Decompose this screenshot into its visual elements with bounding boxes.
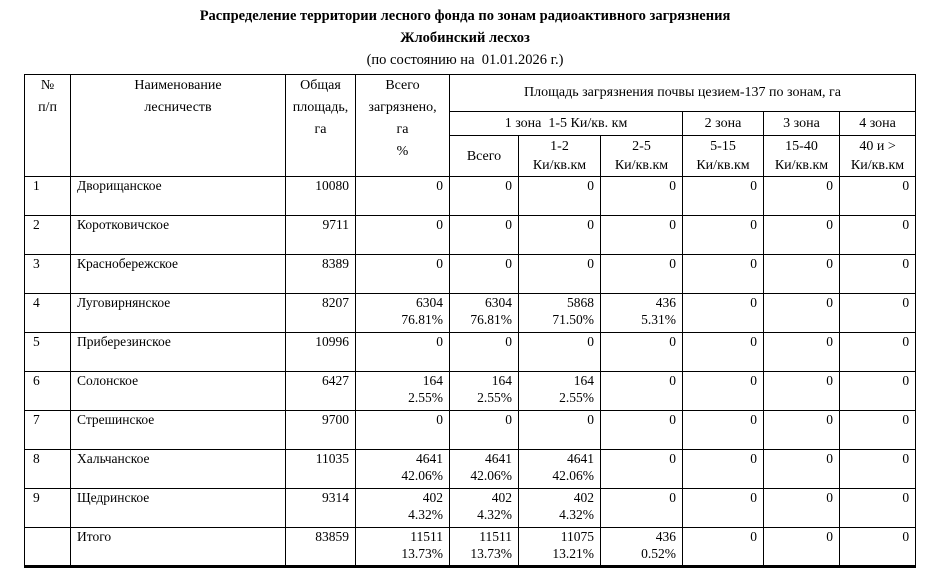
col-header-total-contaminated-line: га xyxy=(396,122,409,137)
zone-value: 0 xyxy=(902,490,910,505)
col-header-zone-2: 2 зона xyxy=(683,112,764,136)
zone-value-cell xyxy=(764,372,840,411)
zone-value: 0 xyxy=(826,490,833,505)
total-area-cell: 8207 xyxy=(286,294,356,333)
zone-value-cell xyxy=(519,411,601,450)
table-row xyxy=(25,450,916,489)
zone-value-cell xyxy=(683,216,764,255)
zone-value: 6304 xyxy=(485,295,512,310)
forestry-name-cell: Дворищанское xyxy=(71,177,286,216)
zone-value: 0 xyxy=(826,256,833,271)
col-header-total-area xyxy=(286,75,356,177)
col-subheader-line: 2-5 xyxy=(632,139,651,154)
zone-value: 0 xyxy=(505,178,512,193)
zone-value: 164 xyxy=(491,373,512,388)
zone-value: 0 xyxy=(436,334,443,349)
table-row xyxy=(25,411,916,450)
zone-value-cell xyxy=(450,255,519,294)
table-row xyxy=(25,177,916,216)
zone-value-cell xyxy=(519,333,601,372)
zone-value-cell xyxy=(683,489,764,528)
row-number-cell: 3 xyxy=(25,255,71,294)
zone-value-cell xyxy=(683,411,764,450)
zone-percent: 2.55% xyxy=(408,390,443,405)
zone-value: 0 xyxy=(902,256,910,271)
zone-value-cell xyxy=(519,372,601,411)
zone-value-cell xyxy=(601,333,683,372)
zone-value-cell xyxy=(356,450,450,489)
zone-percent: 2.55% xyxy=(559,390,594,405)
col-subheader-0 xyxy=(450,136,519,177)
zone-value: 0 xyxy=(902,529,910,544)
zone-value-cell xyxy=(764,411,840,450)
total-area-cell: 10080 xyxy=(286,177,356,216)
zone-value: 5868 xyxy=(567,295,594,310)
row-number-cell: 7 xyxy=(25,411,71,450)
report-subtitle: Жлобинский лесхоз xyxy=(400,30,530,46)
zone-value-cell xyxy=(601,216,683,255)
zone-value: 0 xyxy=(826,334,833,349)
forestry-name-cell: Краснобережское xyxy=(71,255,286,294)
zone-value: 0 xyxy=(750,451,757,466)
col-subheader-5 xyxy=(840,136,916,177)
header-row-1 xyxy=(25,75,916,112)
row-number-cell: 5 xyxy=(25,333,71,372)
col-header-total-area-line: га xyxy=(314,122,327,137)
total-area-cell: 9711 xyxy=(286,216,356,255)
col-subheader-line: Всего xyxy=(466,148,502,164)
zone-value: 0 xyxy=(669,451,676,466)
zone-value: 164 xyxy=(422,373,443,388)
zone-percent: 4.32% xyxy=(477,507,512,522)
zone-value: 0 xyxy=(669,412,676,427)
zone-value: 0 xyxy=(587,412,594,427)
zone-percent: 0.52% xyxy=(641,546,676,561)
zone-value: 0 xyxy=(669,256,676,271)
zone-value-cell xyxy=(356,294,450,333)
zone-value-cell xyxy=(519,450,601,489)
row-number-cell: 8 xyxy=(25,450,71,489)
zone-percent: 13.21% xyxy=(552,546,594,561)
zone-value-cell xyxy=(450,411,519,450)
zone-value: 0 xyxy=(750,490,757,505)
zone-percent: 76.81% xyxy=(401,312,443,327)
col-header-total-contaminated xyxy=(356,75,450,177)
zone-value: 0 xyxy=(750,529,757,544)
total-area-cell: 6427 xyxy=(286,372,356,411)
total-area-cell: 9700 xyxy=(286,411,356,450)
zone-value: 0 xyxy=(750,334,757,349)
forestry-name-cell: Коротковичское xyxy=(71,216,286,255)
zone-value: 0 xyxy=(902,451,910,466)
col-header-total-contaminated-line: Всего xyxy=(385,78,420,93)
zone-value: 0 xyxy=(750,295,757,310)
zone-value: 0 xyxy=(436,412,443,427)
table-row xyxy=(25,216,916,255)
forestry-name-cell: Итого xyxy=(71,528,286,567)
zone-value-cell xyxy=(840,255,916,294)
zone-value-cell xyxy=(683,372,764,411)
zone-value: 0 xyxy=(826,412,833,427)
zone-value-cell xyxy=(450,294,519,333)
zone-value-cell xyxy=(764,255,840,294)
zone-value-cell xyxy=(356,177,450,216)
col-subheader-line: Ки/кв.км xyxy=(774,158,829,173)
zone-value: 0 xyxy=(505,256,512,271)
col-header-total-area-line: площадь, xyxy=(292,100,349,115)
zone-value-cell xyxy=(601,255,683,294)
zone-value: 0 xyxy=(902,178,910,193)
zone-value-cell xyxy=(450,372,519,411)
zone-value: 0 xyxy=(587,256,594,271)
zone-percent: 13.73% xyxy=(401,546,443,561)
zone-value-cell xyxy=(601,177,683,216)
zone-value: 436 xyxy=(655,295,676,310)
col-header-total-contaminated-line: % xyxy=(396,144,409,159)
zone-value-cell xyxy=(764,489,840,528)
zone-value-cell xyxy=(840,528,916,567)
row-number-cell: 2 xyxy=(25,216,71,255)
forestry-name-cell: Хальчанское xyxy=(71,450,286,489)
table-row xyxy=(25,333,916,372)
zone-value: 0 xyxy=(826,178,833,193)
zone-value-cell xyxy=(683,255,764,294)
zone-percent: 5.31% xyxy=(641,312,676,327)
zone-value-cell xyxy=(840,411,916,450)
zone-value-cell xyxy=(601,411,683,450)
col-subheader-line: Ки/кв.км xyxy=(532,158,587,173)
zone-value-cell xyxy=(519,528,601,567)
zone-percent: 13.73% xyxy=(470,546,512,561)
report-header xyxy=(0,0,930,71)
contamination-table xyxy=(24,74,916,568)
zone-value-cell xyxy=(840,450,916,489)
forestry-name-cell: Солонское xyxy=(71,372,286,411)
table-header xyxy=(25,75,916,177)
col-subheader-1 xyxy=(519,136,601,177)
zone-value-cell xyxy=(840,216,916,255)
row-number-cell: 4 xyxy=(25,294,71,333)
zone-value-cell xyxy=(601,489,683,528)
zone-value: 0 xyxy=(587,178,594,193)
zone-value-cell xyxy=(519,177,601,216)
forestry-name-cell: Приберезинское xyxy=(71,333,286,372)
zone-value: 0 xyxy=(750,217,757,232)
zone-value: 11511 xyxy=(410,529,443,544)
zone-value-cell xyxy=(356,255,450,294)
zone-value-cell xyxy=(519,489,601,528)
zone-value-cell xyxy=(683,528,764,567)
col-header-total-area-line: Общая xyxy=(300,78,341,93)
table-row xyxy=(25,294,916,333)
zone-value-cell xyxy=(840,177,916,216)
col-subheader-line: 5-15 xyxy=(710,139,736,154)
forestry-name-cell: Луговирнянское xyxy=(71,294,286,333)
col-header-zone-4: 4 зона xyxy=(840,112,916,136)
zone-value: 0 xyxy=(826,451,833,466)
zone-value-cell xyxy=(764,450,840,489)
zone-percent: 2.55% xyxy=(477,390,512,405)
zone-value-cell xyxy=(764,216,840,255)
zone-value-cell xyxy=(450,177,519,216)
zone-value: 0 xyxy=(669,373,676,388)
zone-value: 402 xyxy=(491,490,512,505)
zone-value: 0 xyxy=(902,334,910,349)
zone-value: 0 xyxy=(750,178,757,193)
zone-percent: 42.06% xyxy=(470,468,512,483)
zone-value-cell xyxy=(356,411,450,450)
zone-value-cell xyxy=(450,528,519,567)
zone-value: 0 xyxy=(669,490,676,505)
zone-value: 0 xyxy=(505,412,512,427)
col-subheader-2 xyxy=(601,136,683,177)
zone-value: 0 xyxy=(505,217,512,232)
col-subheader-line: 1-2 xyxy=(550,139,569,154)
total-area-cell: 9314 xyxy=(286,489,356,528)
col-header-forestry xyxy=(71,75,286,177)
zone-value-cell xyxy=(450,450,519,489)
col-header-forestry-line: Наименование xyxy=(134,78,222,93)
zone-value: 0 xyxy=(587,334,594,349)
col-header-number-line: п/п xyxy=(38,100,57,115)
table-row xyxy=(25,255,916,294)
col-subheader-4 xyxy=(764,136,840,177)
zone-value: 0 xyxy=(750,256,757,271)
zone-value: 0 xyxy=(902,412,910,427)
col-subheader-3 xyxy=(683,136,764,177)
col-subheader-line: Ки/кв.км xyxy=(850,158,905,173)
zone-value-cell xyxy=(683,177,764,216)
report-title: Распределение территории лесного фонда по зонам радиоактивного загрязнения xyxy=(199,8,731,24)
forestry-name-cell: Стрешинское xyxy=(71,411,286,450)
zone-value: 11075 xyxy=(560,529,594,544)
total-area-cell: 8389 xyxy=(286,255,356,294)
zone-percent: 42.06% xyxy=(552,468,594,483)
zone-value-cell xyxy=(450,216,519,255)
zone-value-cell xyxy=(764,177,840,216)
row-number-cell xyxy=(25,528,71,567)
zone-value-cell xyxy=(450,333,519,372)
zone-value: 4641 xyxy=(567,451,594,466)
zone-value-cell xyxy=(601,294,683,333)
zone-percent: 71.50% xyxy=(552,312,594,327)
zone-value: 0 xyxy=(669,334,676,349)
zone-value-cell xyxy=(356,489,450,528)
zone-value-cell xyxy=(840,489,916,528)
zone-value-cell xyxy=(356,528,450,567)
row-number-cell: 9 xyxy=(25,489,71,528)
zone-value: 0 xyxy=(902,295,910,310)
zone-value-cell xyxy=(601,372,683,411)
zone-value-cell xyxy=(840,294,916,333)
zone-value: 11511 xyxy=(479,529,512,544)
col-header-forestry-line: лесничеств xyxy=(144,100,212,115)
zone-value: 0 xyxy=(436,217,443,232)
zone-value: 4641 xyxy=(416,451,443,466)
zone-value-cell xyxy=(764,333,840,372)
zone-value-cell xyxy=(764,294,840,333)
zone-value-cell xyxy=(450,489,519,528)
total-area-cell: 83859 xyxy=(286,528,356,567)
zone-value-cell xyxy=(764,528,840,567)
zone-value: 164 xyxy=(573,373,594,388)
table-body xyxy=(25,177,916,567)
col-header-zone-3: 3 зона xyxy=(764,112,840,136)
row-number-cell: 1 xyxy=(25,177,71,216)
zone-value: 0 xyxy=(505,334,512,349)
zone-value-cell xyxy=(356,333,450,372)
col-header-zone-1: 1 зона 1-5 Ки/кв. км xyxy=(450,112,683,136)
table-row xyxy=(25,489,916,528)
zone-value-cell xyxy=(601,528,683,567)
zone-value-cell xyxy=(840,333,916,372)
col-subheader-line: 40 и > xyxy=(859,139,896,154)
zone-value: 0 xyxy=(436,256,443,271)
zone-value: 402 xyxy=(422,490,443,505)
zone-value-cell xyxy=(519,294,601,333)
table-row xyxy=(25,372,916,411)
zone-value: 4641 xyxy=(485,451,512,466)
zone-percent: 4.32% xyxy=(559,507,594,522)
zone-value-cell xyxy=(683,450,764,489)
zone-value-cell xyxy=(356,216,450,255)
zone-value: 436 xyxy=(655,529,676,544)
zone-value: 0 xyxy=(436,178,443,193)
zone-value: 0 xyxy=(826,217,833,232)
zone-value-cell xyxy=(683,333,764,372)
zone-value: 402 xyxy=(573,490,594,505)
zone-percent: 76.81% xyxy=(470,312,512,327)
zone-value: 0 xyxy=(750,412,757,427)
col-header-number-line: № xyxy=(40,78,55,93)
zone-value: 0 xyxy=(587,217,594,232)
forestry-name-cell: Щедринское xyxy=(71,489,286,528)
col-header-zones-group: Площадь загрязнения почвы цезием-137 по зонам, га xyxy=(450,75,916,112)
col-header-total-contaminated-line: загрязнено, xyxy=(368,100,437,115)
col-subheader-line: 15-40 xyxy=(785,139,818,154)
zone-value: 0 xyxy=(826,373,833,388)
report-date: (по состоянию на 01.01.2026 г.) xyxy=(366,52,564,68)
zone-percent: 4.32% xyxy=(408,507,443,522)
zone-value: 6304 xyxy=(416,295,443,310)
total-area-cell: 10996 xyxy=(286,333,356,372)
zone-value: 0 xyxy=(669,217,676,232)
col-subheader-line: Ки/кв.км xyxy=(696,158,750,173)
total-area-cell: 11035 xyxy=(286,450,356,489)
zone-percent: 42.06% xyxy=(401,468,443,483)
zone-value-cell xyxy=(519,255,601,294)
zone-value-cell xyxy=(840,372,916,411)
zone-value: 0 xyxy=(826,529,833,544)
zone-value-cell xyxy=(519,216,601,255)
zone-value-cell xyxy=(601,450,683,489)
zone-value-cell xyxy=(683,294,764,333)
zone-value: 0 xyxy=(826,295,833,310)
zone-value-cell xyxy=(356,372,450,411)
col-subheader-line: Ки/кв.км xyxy=(614,158,669,173)
zone-value: 0 xyxy=(750,373,757,388)
zone-value: 0 xyxy=(902,373,910,388)
zone-value: 0 xyxy=(902,217,910,232)
table-row xyxy=(25,528,916,567)
zone-value: 0 xyxy=(669,178,676,193)
row-number-cell: 6 xyxy=(25,372,71,411)
col-header-number xyxy=(25,75,71,177)
